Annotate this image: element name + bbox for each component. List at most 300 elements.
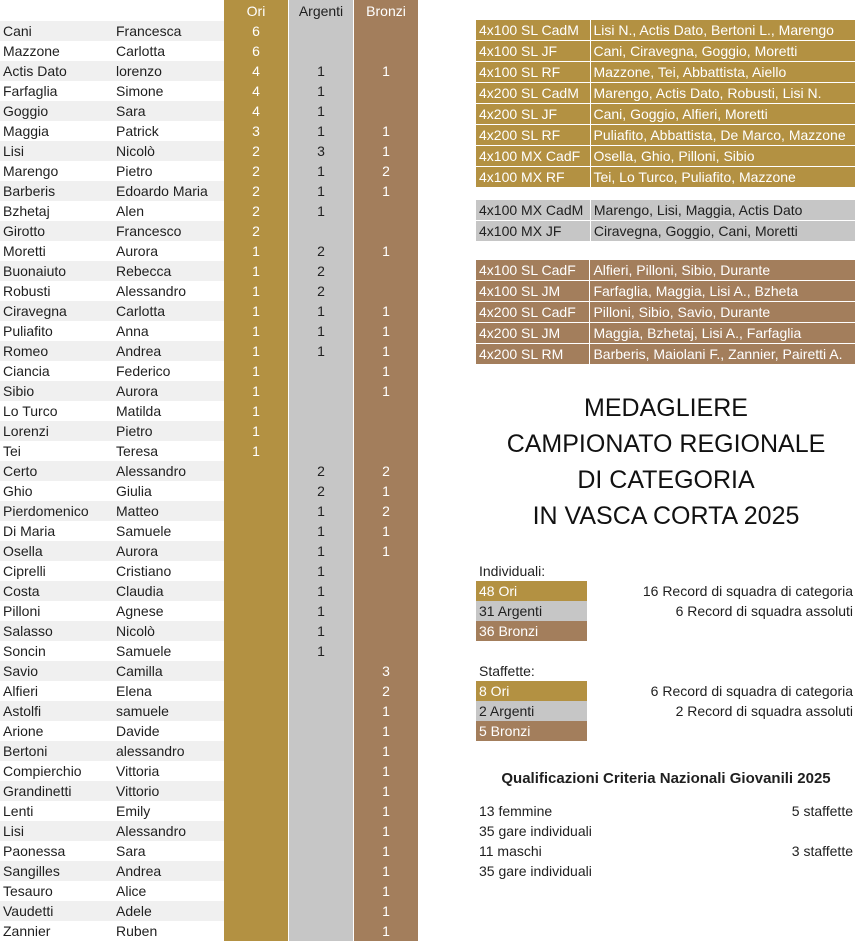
athlete-row: [0, 341, 419, 361]
relay-members: Alfieri, Pilloni, Sibio, Durante: [590, 260, 856, 281]
athlete-bronzi: [354, 21, 419, 41]
athlete-ori: [224, 601, 289, 621]
athlete-argenti: 1: [289, 561, 354, 581]
athlete-bronzi: [354, 601, 419, 621]
athlete-argenti: 2: [289, 481, 354, 501]
athlete-argenti: [289, 881, 354, 901]
athlete-ori: [224, 701, 289, 721]
athlete-first-name: Camilla: [113, 661, 224, 681]
athlete-argenti: [289, 401, 354, 421]
athlete-last-name: Savio: [0, 661, 113, 681]
athlete-first-name: Alen: [113, 201, 224, 221]
athlete-row: [0, 681, 419, 701]
athlete-first-name: Samuele: [113, 521, 224, 541]
athlete-first-name: Teresa: [113, 441, 224, 461]
athlete-ori: [224, 841, 289, 861]
athlete-last-name: Sangilles: [0, 861, 113, 881]
athlete-first-name: Elena: [113, 681, 224, 701]
athlete-last-name: Farfaglia: [0, 81, 113, 101]
athlete-ori: [224, 721, 289, 741]
athlete-row: [0, 401, 419, 421]
athlete-bronzi: [354, 221, 419, 241]
athlete-argenti: 2: [289, 281, 354, 301]
athlete-first-name: Samuele: [113, 641, 224, 661]
athlete-first-name: Andrea: [113, 341, 224, 361]
athlete-bronzi: [354, 441, 419, 461]
athlete-row: [0, 881, 419, 901]
athlete-bronzi: 1: [354, 841, 419, 861]
athlete-bronzi: [354, 561, 419, 581]
relay-race: 4x100 SL CadM: [476, 20, 590, 41]
athlete-last-name: Salasso: [0, 621, 113, 641]
athlete-last-name: Di Maria: [0, 521, 113, 541]
athlete-bronzi: 1: [354, 341, 419, 361]
athlete-bronzi: [354, 201, 419, 221]
athlete-last-name: Arione: [0, 721, 113, 741]
athlete-row: [0, 481, 419, 501]
athlete-row: [0, 621, 419, 641]
athlete-rows: [0, 21, 419, 941]
relay-row-bronze: [476, 260, 856, 281]
athlete-ori: 2: [224, 161, 289, 181]
athlete-bronzi: [354, 281, 419, 301]
athlete-first-name: Vittoria: [113, 761, 224, 781]
athlete-bronzi: 1: [354, 881, 419, 901]
athlete-ori: 1: [224, 341, 289, 361]
relay-members: Osella, Ghio, Pilloni, Sibio: [590, 146, 856, 167]
athlete-ori: [224, 881, 289, 901]
athlete-argenti: [289, 741, 354, 761]
athlete-row: [0, 901, 419, 921]
athlete-last-name: Astolfi: [0, 701, 113, 721]
athlete-first-name: Patrick: [113, 121, 224, 141]
staffette-bronzi: 5 Bronzi: [476, 721, 587, 741]
athlete-argenti: [289, 21, 354, 41]
qualif-maschi-staffette: 3 staffette: [791, 843, 853, 859]
athlete-last-name: Lisi: [0, 821, 113, 841]
athlete-row: [0, 321, 419, 341]
athlete-ori: 6: [224, 41, 289, 61]
athlete-last-name: Ciravegna: [0, 301, 113, 321]
athlete-argenti: [289, 681, 354, 701]
athlete-last-name: Girotto: [0, 221, 113, 241]
header-bronzi: Bronzi: [354, 0, 419, 21]
qualif-maschi-gare: 35 gare individuali: [479, 863, 592, 879]
relay-race: 4x200 SL JM: [476, 323, 590, 344]
athlete-row: [0, 441, 419, 461]
athlete-row: [0, 721, 419, 741]
athlete-ori: [224, 901, 289, 921]
athlete-row: [0, 821, 419, 841]
athlete-last-name: Lorenzi: [0, 421, 113, 441]
athlete-argenti: 3: [289, 141, 354, 161]
athlete-argenti: [289, 841, 354, 861]
individual-bronzi: 36 Bronzi: [476, 621, 587, 641]
relay-silver-rows: [476, 200, 856, 242]
athlete-first-name: Alice: [113, 881, 224, 901]
athlete-last-name: Grandinetti: [0, 781, 113, 801]
athlete-last-name: Ghio: [0, 481, 113, 501]
athlete-row: [0, 61, 419, 81]
athlete-ori: 1: [224, 241, 289, 261]
relay-members: Barberis, Maiolani F., Zannier, Pairetti A.: [590, 344, 856, 365]
individual-argenti: 31 Argenti: [476, 601, 587, 621]
athlete-first-name: Federico: [113, 361, 224, 381]
title-line-2: CAMPIONATO REGIONALE: [506, 430, 826, 458]
athlete-argenti: [289, 701, 354, 721]
athlete-ori: [224, 561, 289, 581]
athlete-last-name: Bertoni: [0, 741, 113, 761]
athlete-row: [0, 581, 419, 601]
athlete-argenti: 1: [289, 201, 354, 221]
athlete-argenti: [289, 901, 354, 921]
athlete-argenti: [289, 761, 354, 781]
relay-members: Marengo, Actis Dato, Robusti, Lisi N.: [590, 83, 856, 104]
athlete-row: [0, 501, 419, 521]
athlete-row: [0, 701, 419, 721]
athlete-ori: [224, 781, 289, 801]
athlete-bronzi: [354, 41, 419, 61]
athlete-argenti: [289, 781, 354, 801]
athlete-bronzi: 1: [354, 381, 419, 401]
title-line-3: DI CATEGORIA: [577, 466, 755, 494]
athlete-ori: [224, 541, 289, 561]
title-line-1: MEDAGLIERE: [584, 394, 748, 422]
athlete-ori: 2: [224, 201, 289, 221]
relay-gold-rows: [476, 20, 856, 188]
relay-race: 4x100 SL JF: [476, 41, 590, 62]
athlete-bronzi: 1: [354, 181, 419, 201]
athlete-bronzi: [354, 101, 419, 121]
athlete-bronzi: 1: [354, 761, 419, 781]
athlete-first-name: Aurora: [113, 241, 224, 261]
athlete-argenti: 1: [289, 121, 354, 141]
athlete-argenti: [289, 721, 354, 741]
athlete-row: [0, 801, 419, 821]
athlete-bronzi: 1: [354, 701, 419, 721]
athlete-argenti: [289, 801, 354, 821]
athlete-last-name: Robusti: [0, 281, 113, 301]
athlete-argenti: 1: [289, 301, 354, 321]
athlete-argenti: 1: [289, 581, 354, 601]
athlete-first-name: Rebecca: [113, 261, 224, 281]
relay-race: 4x100 MX JF: [476, 221, 590, 242]
athlete-bronzi: 2: [354, 501, 419, 521]
individual-record-categoria: 16 Record di squadra di categoria: [642, 583, 853, 599]
medal-table-header: [0, 0, 419, 21]
athlete-first-name: Giulia: [113, 481, 224, 501]
athlete-argenti: [289, 381, 354, 401]
relay-row-bronze: [476, 344, 856, 365]
athlete-row: [0, 741, 419, 761]
relay-race: 4x200 SL JF: [476, 104, 590, 125]
relay-bronze-table: [476, 260, 856, 365]
relay-gold-table: [476, 20, 856, 188]
athlete-argenti: 1: [289, 101, 354, 121]
athlete-ori: [224, 501, 289, 521]
relay-row-gold: [476, 83, 856, 104]
athlete-first-name: Alessandro: [113, 461, 224, 481]
athlete-row: [0, 661, 419, 681]
athlete-bronzi: [354, 641, 419, 661]
relay-race: 4x200 SL RF: [476, 125, 590, 146]
athlete-first-name: Agnese: [113, 601, 224, 621]
athlete-bronzi: 1: [354, 541, 419, 561]
athlete-argenti: [289, 421, 354, 441]
qualif-maschi: 11 maschi: [479, 843, 542, 859]
athlete-ori: [224, 741, 289, 761]
relay-row-gold: [476, 20, 856, 41]
athlete-argenti: [289, 861, 354, 881]
athlete-row: [0, 41, 419, 61]
athlete-last-name: Tei: [0, 441, 113, 461]
athlete-last-name: Mazzone: [0, 41, 113, 61]
athlete-last-name: Compierchio: [0, 761, 113, 781]
athlete-bronzi: 2: [354, 681, 419, 701]
athlete-row: [0, 21, 419, 41]
athlete-argenti: 1: [289, 181, 354, 201]
header-argenti: Argenti: [289, 0, 354, 21]
athlete-argenti: 1: [289, 521, 354, 541]
qualif-femmine-gare: 35 gare individuali: [479, 823, 592, 839]
athlete-row: [0, 301, 419, 321]
athlete-ori: 1: [224, 281, 289, 301]
athlete-last-name: Puliafito: [0, 321, 113, 341]
qualif-femmine-staffette: 5 staffette: [791, 803, 853, 819]
athlete-ori: 4: [224, 81, 289, 101]
athlete-ori: [224, 861, 289, 881]
staffette-record-categoria: 6 Record di squadra di categoria: [650, 683, 853, 699]
athlete-row: [0, 561, 419, 581]
athlete-ori: 1: [224, 421, 289, 441]
athlete-bronzi: 1: [354, 741, 419, 761]
athlete-first-name: Alessandro: [113, 821, 224, 841]
relay-bronze-rows: [476, 260, 856, 365]
relay-row-bronze: [476, 281, 856, 302]
athlete-argenti: 1: [289, 161, 354, 181]
athlete-first-name: Aurora: [113, 381, 224, 401]
athlete-first-name: Edoardo Maria: [113, 181, 224, 201]
athlete-first-name: samuele: [113, 701, 224, 721]
athlete-argenti: 1: [289, 501, 354, 521]
staffette-record-assoluti: 2 Record di squadra assoluti: [675, 703, 853, 719]
title-line-4: IN VASCA CORTA 2025: [532, 502, 800, 530]
athlete-last-name: Osella: [0, 541, 113, 561]
athlete-ori: [224, 581, 289, 601]
athlete-row: [0, 921, 419, 941]
athlete-first-name: Cristiano: [113, 561, 224, 581]
athlete-row: [0, 541, 419, 561]
athlete-argenti: [289, 441, 354, 461]
relay-race: 4x100 SL JM: [476, 281, 590, 302]
athlete-bronzi: 1: [354, 141, 419, 161]
staffette-argenti: 2 Argenti: [476, 701, 587, 721]
athlete-ori: [224, 821, 289, 841]
athlete-last-name: Vaudetti: [0, 901, 113, 921]
relay-members: Marengo, Lisi, Maggia, Actis Dato: [590, 200, 855, 221]
athlete-ori: 2: [224, 141, 289, 161]
athlete-row: [0, 781, 419, 801]
athlete-first-name: Matilda: [113, 401, 224, 421]
athlete-ori: 4: [224, 61, 289, 81]
athlete-argenti: 2: [289, 261, 354, 281]
relay-members: Puliafito, Abbattista, De Marco, Mazzone: [590, 125, 856, 146]
athlete-first-name: Ruben: [113, 921, 224, 941]
athlete-first-name: Sara: [113, 101, 224, 121]
athlete-argenti: [289, 821, 354, 841]
header-empty-first: [113, 0, 224, 21]
athlete-bronzi: 1: [354, 321, 419, 341]
header-ori: Ori: [224, 0, 289, 21]
relay-row-gold: [476, 104, 856, 125]
athlete-bronzi: 1: [354, 781, 419, 801]
athlete-first-name: Andrea: [113, 861, 224, 881]
athlete-bronzi: 1: [354, 901, 419, 921]
relay-race: 4x200 SL CadM: [476, 83, 590, 104]
athlete-first-name: Nicolò: [113, 141, 224, 161]
page-title: [476, 390, 856, 534]
staffette-ori: 8 Ori: [476, 681, 587, 701]
relay-row-gold: [476, 41, 856, 62]
relay-members: Farfaglia, Maggia, Lisi A., Bzheta: [590, 281, 856, 302]
athlete-first-name: lorenzo: [113, 61, 224, 81]
athlete-row: [0, 641, 419, 661]
relay-members: Pilloni, Sibio, Savio, Durante: [590, 302, 856, 323]
relay-row-silver: [476, 221, 856, 242]
athlete-last-name: Barberis: [0, 181, 113, 201]
athlete-bronzi: [354, 621, 419, 641]
athlete-bronzi: 1: [354, 301, 419, 321]
athlete-bronzi: [354, 421, 419, 441]
athlete-row: [0, 281, 419, 301]
athlete-argenti: 1: [289, 601, 354, 621]
athlete-bronzi: [354, 81, 419, 101]
athlete-last-name: Lisi: [0, 141, 113, 161]
individual-ori: 48 Ori: [476, 581, 587, 601]
relay-silver-table: [476, 200, 856, 242]
athlete-first-name: alessandro: [113, 741, 224, 761]
relay-row-gold: [476, 167, 856, 188]
athlete-ori: 3: [224, 121, 289, 141]
relay-members: Maggia, Bzhetaj, Lisi A., Farfaglia: [590, 323, 856, 344]
athlete-argenti: 1: [289, 321, 354, 341]
athlete-argenti: [289, 661, 354, 681]
athlete-first-name: Carlotta: [113, 41, 224, 61]
athlete-argenti: 1: [289, 621, 354, 641]
athlete-row: [0, 81, 419, 101]
athlete-bronzi: 2: [354, 161, 419, 181]
athlete-last-name: Sibio: [0, 381, 113, 401]
athlete-ori: 2: [224, 221, 289, 241]
athlete-ori: [224, 761, 289, 781]
relay-members: Lisi N., Actis Dato, Bertoni L., Marengo: [590, 20, 856, 41]
athlete-first-name: Aurora: [113, 541, 224, 561]
athlete-ori: [224, 641, 289, 661]
athlete-row: [0, 421, 419, 441]
athlete-argenti: 2: [289, 461, 354, 481]
athlete-row: [0, 121, 419, 141]
athlete-first-name: Davide: [113, 721, 224, 741]
athlete-bronzi: [354, 581, 419, 601]
athlete-argenti: [289, 921, 354, 941]
qualif-femmine: 13 femmine: [479, 803, 553, 819]
athlete-argenti: 1: [289, 81, 354, 101]
athlete-row: [0, 141, 419, 161]
relay-members: Cani, Ciravegna, Goggio, Moretti: [590, 41, 856, 62]
athlete-bronzi: 1: [354, 61, 419, 81]
athlete-ori: 1: [224, 321, 289, 341]
athlete-first-name: Pietro: [113, 161, 224, 181]
athlete-last-name: Moretti: [0, 241, 113, 261]
athlete-last-name: Pierdomenico: [0, 501, 113, 521]
athlete-bronzi: 1: [354, 481, 419, 501]
athlete-bronzi: 1: [354, 121, 419, 141]
athlete-ori: [224, 801, 289, 821]
athlete-last-name: Zannier: [0, 921, 113, 941]
athlete-bronzi: [354, 401, 419, 421]
athlete-argenti: 2: [289, 241, 354, 261]
athlete-first-name: Sara: [113, 841, 224, 861]
athlete-ori: [224, 481, 289, 501]
athlete-last-name: Tesauro: [0, 881, 113, 901]
athlete-ori: 4: [224, 101, 289, 121]
athlete-bronzi: 1: [354, 861, 419, 881]
athlete-row: [0, 101, 419, 121]
athlete-argenti: 1: [289, 641, 354, 661]
athlete-ori: [224, 461, 289, 481]
athlete-first-name: Francesca: [113, 21, 224, 41]
athlete-bronzi: 3: [354, 661, 419, 681]
athlete-first-name: Simone: [113, 81, 224, 101]
athlete-first-name: Alessandro: [113, 281, 224, 301]
athlete-last-name: Costa: [0, 581, 113, 601]
relay-race: 4x100 MX RF: [476, 167, 590, 188]
athlete-bronzi: 1: [354, 921, 419, 941]
athlete-ori: 1: [224, 441, 289, 461]
individual-record-assoluti: 6 Record di squadra assoluti: [675, 603, 853, 619]
athlete-last-name: Ciancia: [0, 361, 113, 381]
relay-row-bronze: [476, 302, 856, 323]
athlete-first-name: Pietro: [113, 421, 224, 441]
qualificazioni-title: Qualificazioni Criteria Nazionali Giovanili 2025: [501, 770, 831, 787]
relay-row-gold: [476, 62, 856, 83]
athlete-argenti: 1: [289, 61, 354, 81]
athlete-ori: 2: [224, 181, 289, 201]
athlete-first-name: Anna: [113, 321, 224, 341]
relay-race: 4x200 SL RM: [476, 344, 590, 365]
relay-members: Cani, Goggio, Alfieri, Moretti: [590, 104, 856, 125]
athlete-bronzi: 1: [354, 721, 419, 741]
athlete-first-name: Carlotta: [113, 301, 224, 321]
athlete-last-name: Marengo: [0, 161, 113, 181]
athlete-ori: 1: [224, 361, 289, 381]
individual-label: Individuali:: [479, 563, 546, 579]
athlete-first-name: Francesco: [113, 221, 224, 241]
athlete-last-name: Lo Turco: [0, 401, 113, 421]
relay-race: 4x200 SL CadF: [476, 302, 590, 323]
athlete-argenti: [289, 221, 354, 241]
athlete-row: [0, 601, 419, 621]
athlete-first-name: Claudia: [113, 581, 224, 601]
athlete-argenti: 1: [289, 541, 354, 561]
athlete-first-name: Emily: [113, 801, 224, 821]
athlete-first-name: Adele: [113, 901, 224, 921]
athlete-last-name: Actis Dato: [0, 61, 113, 81]
athlete-row: [0, 381, 419, 401]
athlete-last-name: Certo: [0, 461, 113, 481]
athlete-ori: 1: [224, 261, 289, 281]
athlete-row: [0, 241, 419, 261]
